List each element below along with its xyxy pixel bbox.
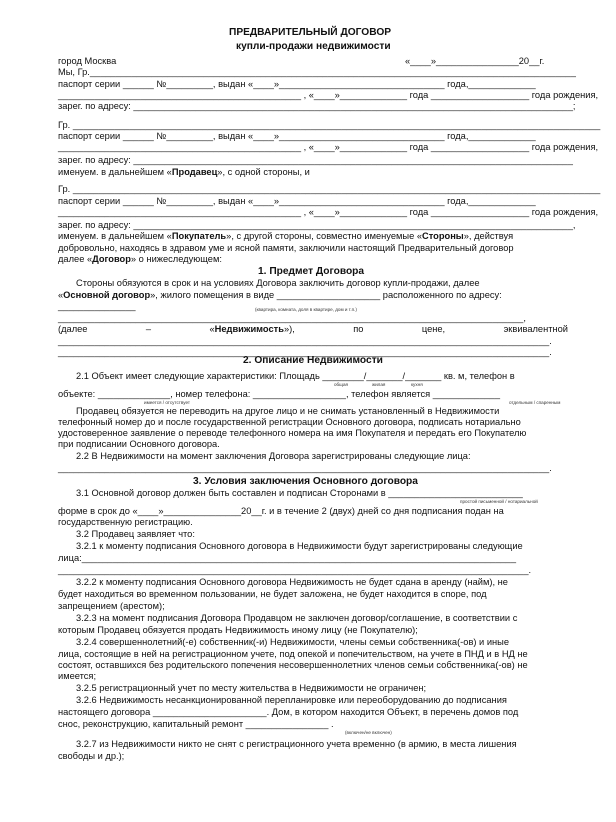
property-type-hint: (квартира, комната, доля в квартире, дом и т.п.) bbox=[255, 307, 357, 312]
party3-passport-issued: _______________________________________________ , «____»_____________ года ___________________ года рождения, bbox=[58, 207, 599, 217]
contract-date: «____»________________20__г. bbox=[405, 56, 545, 66]
section3-line2: форме в срок до «____»_______________20__г. и в течение 2 (двух) дней со дня подписания подан на bbox=[58, 506, 504, 516]
buyer-designation-a: именуем. в дальнейшем « bbox=[58, 231, 172, 241]
section3-line15: состоят, оставшихся без родительского попечения несовершеннолетних членов семьи собственника(-ов) не bbox=[58, 660, 528, 670]
seller-designation bbox=[58, 167, 310, 178]
buyer-designation-c: », с другой стороны, совместно именуемые « bbox=[226, 231, 423, 241]
section1-l5f: по bbox=[353, 324, 364, 334]
buyer-designation bbox=[58, 231, 513, 242]
section1-line2-c: », жилого помещения в виде ____________________ расположенного по адресу: bbox=[150, 290, 502, 300]
contract-designation-c: » о нижеследующем: bbox=[130, 254, 222, 264]
seller-term: Продавец bbox=[171, 167, 218, 177]
section2-line3: Продавец обязуется не переводить на другое лицо и не снимать установленный в Недвижимости bbox=[76, 406, 500, 416]
section3-line11: 3.2.3 на момент подписания Договора Продавцом не заключен договор/соглашение, в соответствии с bbox=[76, 613, 518, 623]
section3-line17: 3.2.5 регистрационный учет по месту жительства в Недвижимости не ограничен; bbox=[76, 683, 427, 693]
section1-line2-a: « bbox=[58, 290, 64, 300]
party2-passport-issued: _______________________________________________ , «____»_____________ года ___________________ года рождения, bbox=[58, 142, 599, 152]
section1-l5e: »), bbox=[283, 324, 295, 334]
section1-line6: _______________________________________________________________________________________________. bbox=[58, 336, 552, 346]
section1-line7: _______________________________________________________________________________________________. bbox=[58, 347, 552, 357]
section2-heading: 2. Описание Недвижимости bbox=[243, 355, 383, 366]
section1-l5b: – bbox=[145, 324, 152, 334]
section1-l5c: « bbox=[209, 324, 215, 334]
phone-type-hint: отдельным / спаренным bbox=[509, 400, 561, 405]
section1-l5a: (далее bbox=[58, 324, 88, 334]
section3-line7: ___________________________________________________________________________________________. bbox=[58, 565, 532, 575]
section2-line1: 2.1 Объект имеет следующие характеристики: Площадь ________/_______/_______ кв. м, телефон в bbox=[76, 371, 515, 381]
section3-line18: 3.2.6 Недвижимость несанкционированной перепланировке или переоборудованию до подписания bbox=[76, 695, 507, 705]
section1-l5h: эквивалентной bbox=[503, 324, 568, 334]
party3-passport: паспорт серии ______ №_________, выдан «____»________________________________ года,_____________ bbox=[58, 196, 536, 206]
voluntary-clause: добровольно, находясь в здравом уме и ясной памяти, заключили настоящий Предварительный договор bbox=[58, 243, 514, 253]
section3-line4: 3.2 Продавец заявляет что: bbox=[76, 529, 195, 539]
party1-passport-issued: _______________________________________________ , «____»_____________ года ___________________ года рождения, bbox=[58, 90, 599, 100]
section1-line1: Стороны обязуются в срок и на условиях Договора заключить договор купли-продажи, далее bbox=[76, 278, 480, 288]
section1-line4: __________________________________________________________________________________________, bbox=[58, 313, 526, 323]
section3-line19: настоящего договора ______________________. Дом, в котором находится Объект, в перечень домов под bbox=[58, 707, 519, 717]
section3-line21: 3.2.7 из Недвижимости никто не снят с регистрационного учета временно (в армию, в места лишения bbox=[76, 739, 517, 749]
seller-designation-pre: именуем. в дальнейшем « bbox=[58, 167, 172, 177]
section3-line9: будет находиться во временном пользовании, не будет заложена, не будет находится в споре, под bbox=[58, 589, 487, 599]
section2-line5: удостоверенное заявление о переводе телефонного номера на имя Покупателя и передать его Покупателю bbox=[58, 428, 527, 438]
area-hint-living: жилая bbox=[372, 382, 386, 387]
parties-term: Стороны bbox=[422, 231, 464, 241]
document-title: ПРЕДВАРИТЕЛЬНЫЙ ДОГОВОР bbox=[229, 27, 392, 38]
party2-passport: паспорт серии ______ №_________, выдан «____»________________________________ года,_____________ bbox=[58, 131, 536, 141]
section1-line3: _______________ bbox=[58, 301, 136, 311]
demolition-hint: (включен/не включен) bbox=[345, 730, 392, 735]
section3-line6: лица:____________________________________________________________________________________ bbox=[58, 553, 517, 563]
section3-line22: свободы и др.); bbox=[58, 751, 125, 761]
area-hint-kitchen: кухня bbox=[411, 382, 423, 387]
section1-heading: 1. Предмет Договора bbox=[258, 266, 365, 277]
section3-line8: 3.2.2 к моменту подписания Основного договора Недвижимость не будет сдана в аренду (найм), не bbox=[76, 577, 508, 587]
section1-line5 bbox=[58, 324, 568, 335]
buyer-term: Покупатель bbox=[171, 231, 227, 241]
section3-line12: которым Продавец обязуется продать Недвижимость иному лицу (не Покупателю); bbox=[58, 625, 418, 635]
section2-line2: объекте: ______________, номер телефона: __________________, телефон является _____________ bbox=[58, 389, 501, 399]
contract-designation-a: далее « bbox=[58, 254, 93, 264]
section3-line3: государственную регистрацию. bbox=[58, 517, 193, 527]
section3-line1: 3.1 Основной договор должен быть составлен и подписан Сторонами в __________________________ bbox=[76, 488, 523, 498]
contract-term: Договор bbox=[92, 254, 131, 264]
buyer-designation-e: », действуя bbox=[463, 231, 514, 241]
document-subtitle: купли-продажи недвижимости bbox=[236, 41, 391, 52]
section3-line14: лица, состоящие в ней на регистрационном учете, под опекой и попечительством, на учете в ПНД и в НД не bbox=[58, 649, 528, 659]
section1-l5-property bbox=[209, 324, 294, 335]
party1-name: Мы, Гр.______________________________________________________________________________________________ bbox=[58, 67, 576, 77]
property-term: Недвижимость bbox=[214, 324, 284, 334]
section3-line5: 3.2.1 к моменту подписания Основного договора в Недвижимости будут зарегистрированы следующие bbox=[76, 541, 523, 551]
contract-designation bbox=[58, 254, 222, 265]
form-type-hint: простой письменной / нотариальной bbox=[460, 499, 538, 504]
section2-line6: при подписании Основного договора. bbox=[58, 439, 220, 449]
party2-address: зарег. по адресу: _____________________________________________________________________________________ bbox=[58, 155, 573, 165]
party2-name: Гр. ______________________________________________________________________________________________________ bbox=[58, 120, 601, 130]
section2-line4: телефонный номер до и после государственной регистрации Основного договора, подписать нотариально bbox=[58, 417, 521, 427]
section3-line20: снос, реконструкцию, капитальный ремонт ________________ . bbox=[58, 719, 334, 729]
section1-line5-row bbox=[58, 324, 568, 335]
section3-line13: 3.2.4 совершеннолетний(-е) собственник(-и) Недвижимости, члены семьи собственника(-ов) и иные bbox=[76, 637, 510, 647]
section3-line10: запрещением (арестом); bbox=[58, 601, 165, 611]
party1-address: зарег. по адресу: _____________________________________________________________________________________; bbox=[58, 101, 576, 111]
city-label: город Москва bbox=[58, 56, 117, 66]
section1-line2 bbox=[58, 290, 502, 301]
party3-address: зарег. по адресу: _____________________________________________________________________________________, bbox=[58, 220, 576, 230]
party3-name: Гр. ______________________________________________________________________________________________________ bbox=[58, 184, 601, 194]
section2-line7: 2.2 В Недвижимости на момент заключения Договора зарегистрированы следующие лица: bbox=[76, 451, 471, 461]
section2-line8: _______________________________________________________________________________________________. bbox=[58, 463, 552, 473]
area-hint-total: общая bbox=[334, 382, 349, 387]
party1-passport: паспорт серии ______ №_________, выдан «____»________________________________ года,_____________ bbox=[58, 79, 536, 89]
seller-designation-post: », с одной стороны, и bbox=[217, 167, 310, 177]
main-contract-term: Основной договор bbox=[63, 290, 151, 300]
section3-line16: имеется; bbox=[58, 671, 97, 681]
phone-presence-hint: имеется / отсутствует bbox=[144, 400, 190, 405]
section1-l5g: цене, bbox=[421, 324, 446, 334]
section3-heading: 3. Условия заключения Основного договора bbox=[193, 476, 418, 487]
